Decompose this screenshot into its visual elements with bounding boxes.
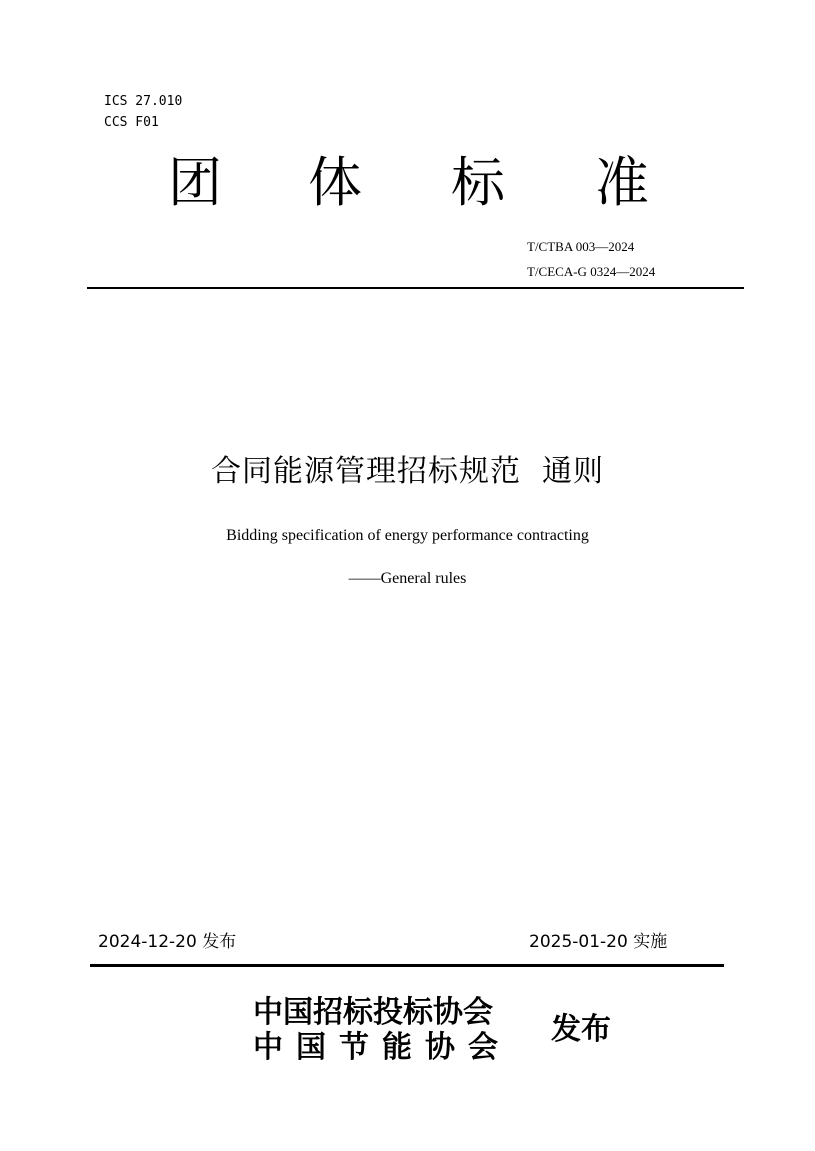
publisher-2: 中国节能协会 bbox=[253, 1030, 511, 1065]
document-type-char-3: 标 bbox=[451, 151, 505, 214]
header-divider bbox=[87, 287, 744, 289]
title-chinese: 合同能源管理招标规范 通则 bbox=[210, 454, 605, 489]
publish-label: 发布 bbox=[551, 1012, 611, 1047]
classification-codes bbox=[104, 91, 182, 133]
standard-number-primary: T/CTBA 003—2024 bbox=[527, 239, 635, 254]
document-type-char-1: 团 bbox=[168, 151, 222, 214]
ccs-code: CCS F01 bbox=[104, 115, 159, 130]
standard-numbers bbox=[527, 234, 655, 284]
publishers bbox=[253, 995, 511, 1065]
publisher-1: 中国招标投标协会 bbox=[253, 995, 493, 1030]
title-english-subtitle: ——General rules bbox=[348, 570, 467, 587]
footer-divider bbox=[90, 964, 724, 967]
implementation-date: 2025-01-20 实施 bbox=[529, 932, 668, 952]
document-type-char-2: 体 bbox=[308, 151, 362, 214]
release-date: 2024-12-20 发布 bbox=[98, 932, 237, 952]
document-type-char-4: 准 bbox=[595, 151, 649, 214]
standard-number-secondary: T/CECA-G 0324—2024 bbox=[527, 264, 656, 279]
ics-code: ICS 27.010 bbox=[104, 94, 183, 109]
document-type-heading bbox=[150, 148, 670, 218]
title-english: Bidding specification of energy performance contracting bbox=[226, 527, 589, 544]
